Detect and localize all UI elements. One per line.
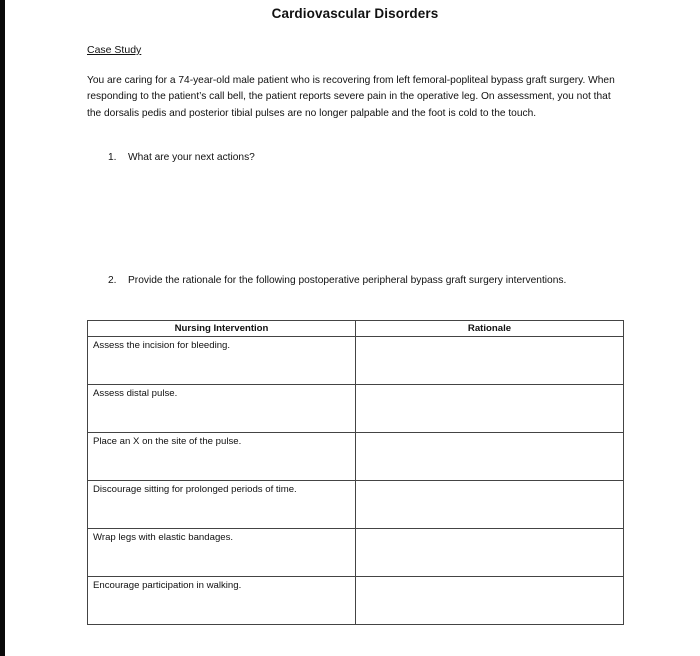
question-2-text: Provide the rationale for the following postoperative peripheral bypass graft surgery interventions. [128,275,567,286]
interventions-table [87,320,624,625]
table-row [88,385,624,433]
rationale-cell[interactable] [356,529,624,577]
rationale-cell[interactable] [356,433,624,481]
question-2-number: 2. [108,275,117,286]
intervention-cell: Encourage participation in walking. [88,577,356,625]
rationale-cell[interactable] [356,337,624,385]
case-study-heading: Case Study [87,44,142,56]
question-2 [108,273,578,289]
table-row [88,529,624,577]
rationale-cell[interactable] [356,481,624,529]
rationale-cell[interactable] [356,577,624,625]
rationale-cell[interactable] [356,385,624,433]
page-title: Cardiovascular Disorders [271,6,439,21]
intervention-cell: Assess distal pulse. [88,385,356,433]
table-row [88,337,624,385]
intervention-cell: Discourage sitting for prolonged periods of time. [88,481,356,529]
table-row [88,433,624,481]
table-header-row [88,321,624,337]
intervention-cell: Wrap legs with elastic bandages. [88,529,356,577]
intervention-cell: Assess the incision for bleeding. [88,337,356,385]
case-study-text: You are caring for a 74-year-old male patient who is recovering from left femoral-popliteal bypass graft surgery. When responding to the patient’s call bell, the patient reports severe pain in the operative leg. On assessment, you not that the dorsalis pedis and posterior tibial pulses are no longer palpable and the foot is cold to the touch. [87,75,615,119]
table-row [88,577,624,625]
header-rationale: Rationale [356,321,624,337]
intervention-cell: Place an X on the site of the pulse. [88,433,356,481]
question-1-text: What are your next actions? [128,152,255,163]
question-1 [108,150,255,166]
header-nursing-intervention: Nursing Intervention [88,321,356,337]
table-row [88,481,624,529]
question-1-number: 1. [108,152,117,163]
